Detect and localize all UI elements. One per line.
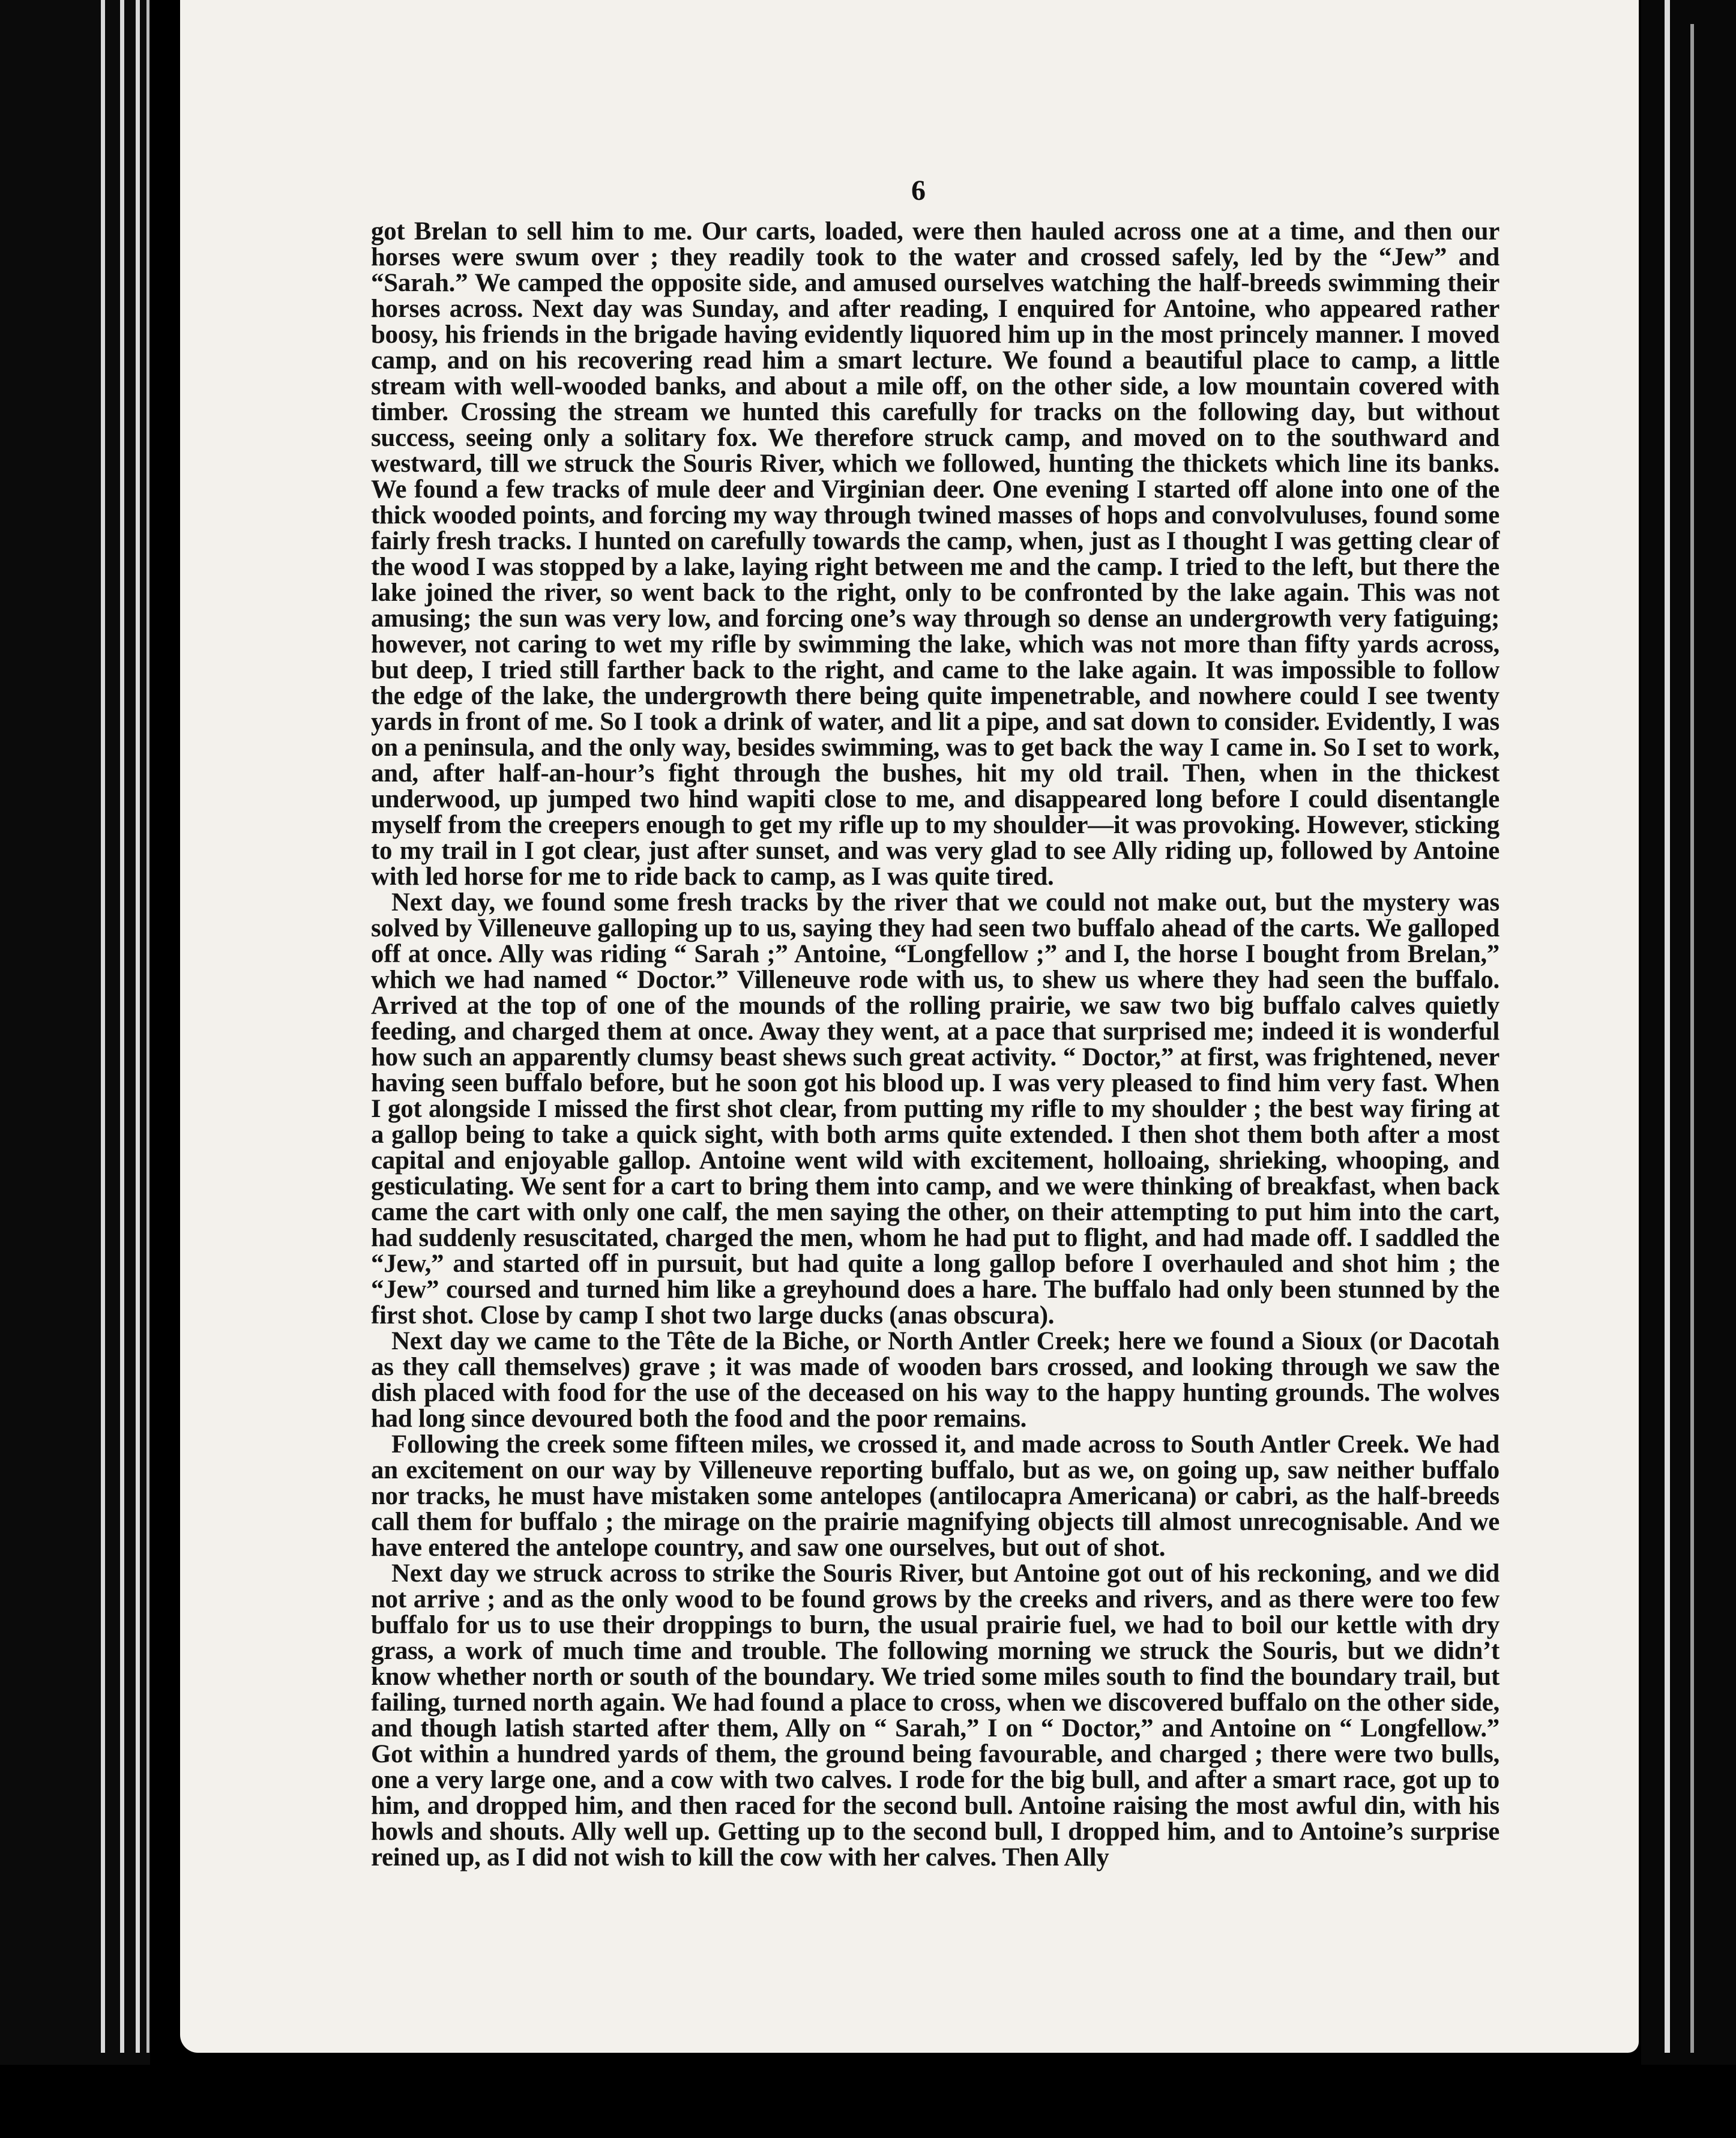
binding-rule [120,0,124,2053]
paragraph: Next day, we found some fresh tracks by the river that we could not make out, but the mystery was solved by Villeneuve galloping up to us, saying they had seen two buffalo ahead of the carts. We galloped off at once. Ally was riding “ Sarah ;” Antoine, “Longfellow ;” and I, the horse I bought from Brelan,” which we had named “ Doctor.” Villeneuve rode with us, to shew us where they had seen the buffalo. Arrived at the top of one of the mounds of the rolling prairie, we saw two big buffalo calves quietly feeding, and charged them at once. Away they went, at a pace that surprised me; indeed it is wonderful how such an apparently clumsy beast shews such great activity. “ Doctor,” at first, was frightened, never having seen buffalo before, but he soon got his blood up. I was very pleased to find him very fast. When I got alongside I missed the first shot clear, from putting my rifle to my shoulder ; the best way firing at a gallop being to take a quick sight, with both arms quite extended. I then shot them both after a most capital and enjoyable gallop. Antoine went wild with excitement, holloaing, shrieking, whooping, and gesticulating. We sent for a cart to bring them into camp, and we were thinking of breakfast, when back came the cart with only one calf, the men saying the other, on their attempting to put him into the cart, had suddenly resuscitated, charged the men, whom he had put to flight, and had made off. I saddled the “Jew,” and started off in pursuit, but had quite a long gallop before I overhauled and shot him ; the “Jew” coursed and turned him like a greyhound does a hare. The buffalo had only been stunned by the first shot. Close by camp I shot two large ducks (anas obscura). [371,888,1499,1329]
binding-rule [136,0,140,2053]
page-edge-rule [1665,0,1670,2053]
scan-right-margin [1641,0,1736,2138]
page-edge-rule [1690,24,1694,2053]
paragraph: got Brelan to sell him to me. Our carts, loaded, were then hauled across one at a time, and then our horses were swum over ; they readily took to the water and crossed safely, led by the “Jew” and “Sarah.” We camped the opposite side, and amused ourselves watching the half-breeds swimming their horses across. Next day was Sunday, and after reading, I enquired for Antoine, who appeared rather boosy, his friends in the brigade having evidently liquored him up in the most princely manner. I moved camp, and on his recovering read him a smart lecture. We found a beautiful place to camp, a little stream with well-wooded banks, and about a mile off, on the other side, a low mountain covered with timber. Crossing the stream we hunted this carefully for tracks on the following day, but without success, seeing only a solitary fox. We therefore struck camp, and moved on to the southward and westward, till we struck the Souris River, which we followed, hunting the thickets which line its banks. We found a few tracks of mule deer and Virginian deer. One evening I started off alone into one of the thick wooded points, and forcing my way through twined masses of hops and convolvuluses, found some fairly fresh tracks. I hunted on carefully towards the camp, when, just as I thought I was getting clear of the wood I was stopped by a lake, laying right between me and the camp. I tried to the left, but there the lake joined the river, so went back to the right, only to be confronted by the lake again. This was not amusing; the sun was very low, and forcing one’s way through so dense an undergrowth very fatiguing; however, not caring to wet my rifle by swimming the lake, which was not more than fifty yards across, but deep, I tried still farther back to the right, and came to the lake again. It was impossible to follow the edge of the lake, the undergrowth there being quite impenetrable, and nowhere could I see twenty yards in front of me. So I took a drink of water, and lit a pipe, and sat down to consider. Evidently, I was on a peninsula, and the only way, besides swimming, was to get back the way I came in. So I set to work, and, after half-an-hour’s fight through the bushes, hit my old trail. Then, when in the thickest underwood, up jumped two hind wapiti close to me, and disappeared long before I could disentangle myself from the creepers enough to get my rifle up to my shoulder—it was provoking. However, sticking to my trail in I got clear, just after sunset, and was very glad to see Ally riding up, followed by Antoine with led horse for me to ride back to camp, as I was quite tired. [371,217,1499,891]
binding-rule [101,0,105,2053]
scan-left-margin [0,0,150,2138]
paragraph: Following the creek some fifteen miles, we crossed it, and made across to South Antler Creek. We had an excitement on our way by Villeneuve reporting buffalo, but as we, on going up, saw neither buffalo nor tracks, he must have mistaken some antelopes (antilocapra Americana) or cabri, as the half-breeds call them for buffalo ; the mirage on the prairie magnifying objects till almost unrecognisable. And we have entered the antelope country, and saw one ourselves, but out of shot. [371,1430,1499,1562]
page-body-text [371,218,1499,1870]
page-number: 6 [911,175,926,206]
paragraph: Next day we came to the Tête de la Biche, or North Antler Creek; here we found a Sioux (or Dacotah as they call themselves) grave ; it was made of wooden bars crossed, and looking through we saw the dish placed with food for the use of the deceased on his way to the happy hunting grounds. The wolves had long since devoured both the food and the poor remains. [371,1327,1499,1433]
paragraph: Next day we struck across to strike the Souris River, but Antoine got out of his reckoning, and we did not arrive ; and as the only wood to be found grows by the creeks and rivers, and as there were too few buffalo for us to use their droppings to burn, the usual prairie fuel, we had to boil our kettle with dry grass, a work of much time and trouble. The following morning we struck the Souris, but we didn’t know whether north or south of the boundary. We tried some miles south to find the boundary trail, but failing, turned north again. We had found a place to cross, when we discovered buffalo on the other side, and though latish started after them, Ally on “ Sarah,” I on “ Doctor,” and Antoine on “ Longfellow.” Got within a hundred yards of them, the ground being favourable, and charged ; there were two bulls, one a very large one, and a cow with two calves. I rode for the big bull, and after a smart race, got up to him, and dropped him, and then raced for the second bull. Antoine raising the most awful din, with his howls and shouts. Ally well up. Getting up to the second bull, I dropped him, and to Antoine’s surprise reined up, as I did not wish to kill the cow with her calves. Then Ally [371,1559,1499,1872]
book-page [180,0,1639,2053]
scan-bottom-margin [0,2065,1736,2138]
binding-rule [146,0,149,2053]
